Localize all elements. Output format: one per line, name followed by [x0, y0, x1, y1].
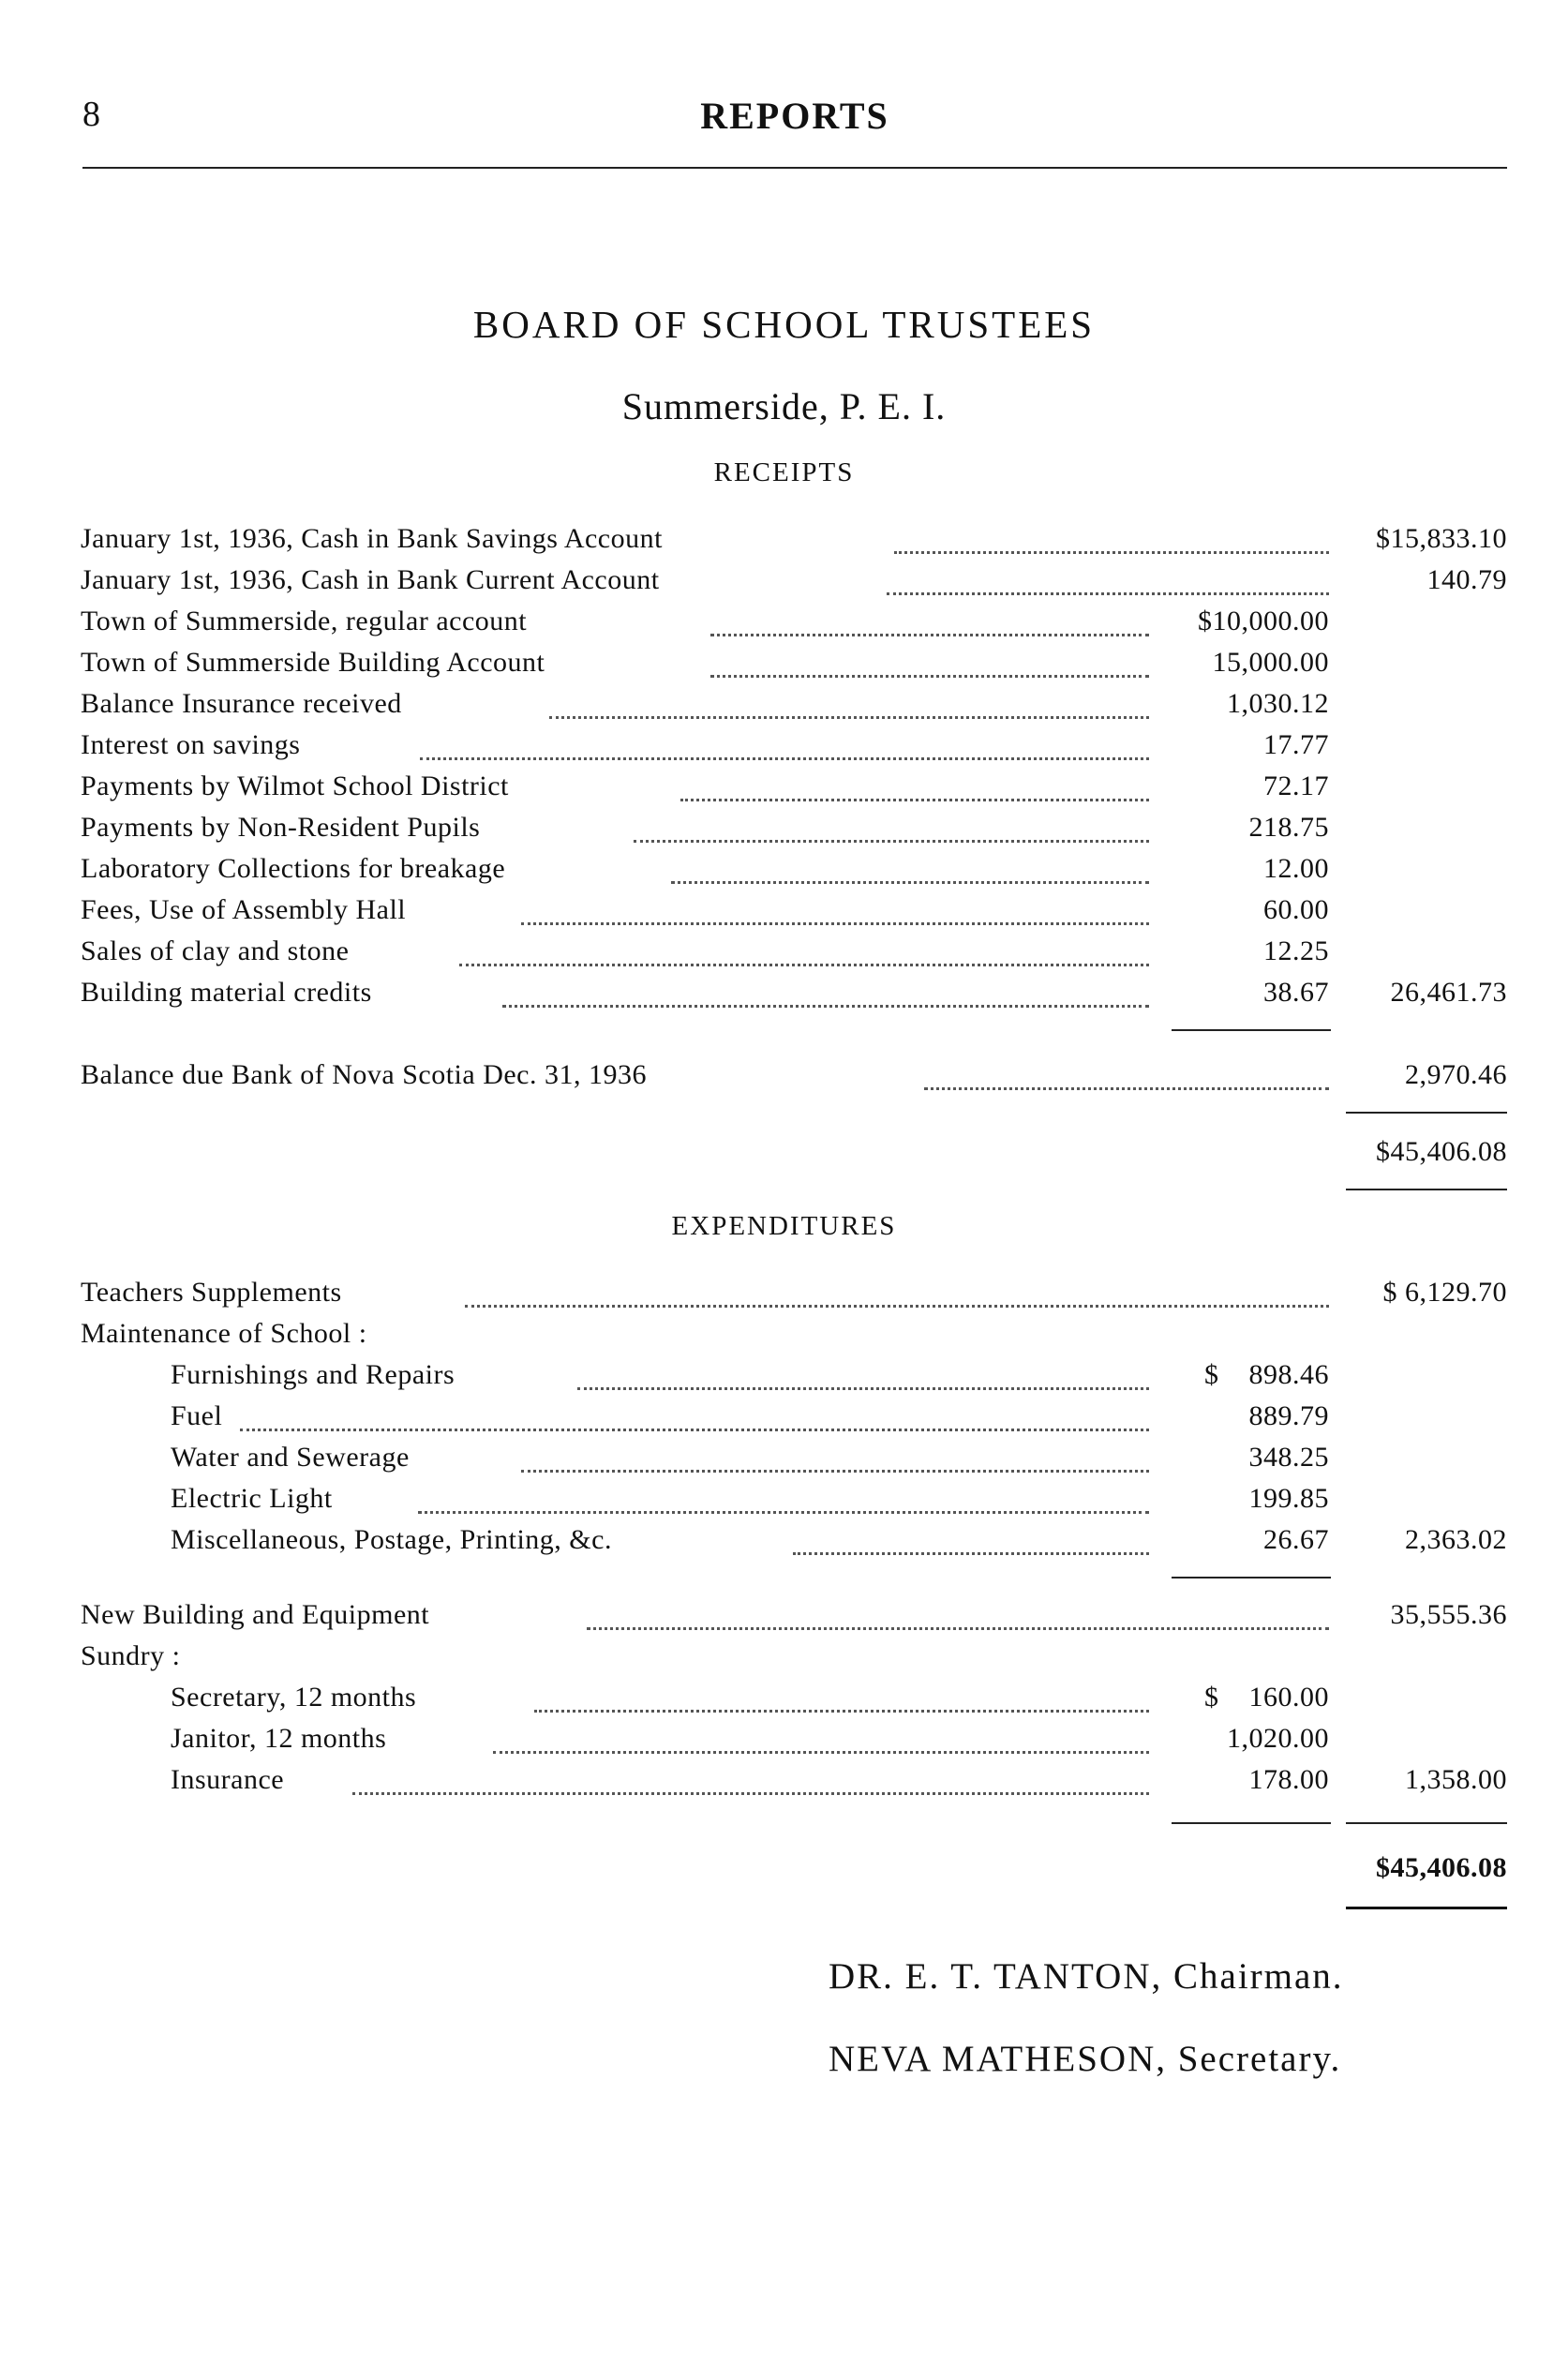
expenditure-row: [81, 1599, 1507, 1640]
row-amount: 178.00: [1248, 1764, 1329, 1795]
row-label: Interest on savings: [81, 729, 301, 760]
leader-dots: [587, 1627, 1329, 1630]
chairman-signature: DR. E. T. TANTON, Chairman.: [829, 1956, 1344, 1997]
row-amount: 17.77: [1263, 729, 1329, 760]
receipt-row: [81, 647, 1507, 688]
expenditure-subrow: [81, 1682, 1507, 1723]
leader-dots: [577, 1387, 1149, 1390]
subtotal-rule: [1172, 1029, 1331, 1031]
board-title: BOARD OF SCHOOL TRUSTEES: [472, 303, 1096, 346]
expenditure-subrow: [81, 1359, 1507, 1400]
row-amount: 218.75: [1248, 812, 1329, 843]
row-label: Payments by Non-Resident Pupils: [81, 812, 481, 843]
subtotal-rule: [1172, 1577, 1331, 1579]
subtotal-rule: [1172, 1822, 1331, 1824]
row-total: $ 6,129.70: [1382, 1277, 1507, 1308]
leader-dots: [710, 675, 1149, 678]
row-label: Building material credits: [81, 977, 372, 1008]
leader-dots: [240, 1429, 1149, 1431]
leader-dots: [924, 1087, 1329, 1090]
expenditure-group-label: [81, 1318, 1507, 1359]
grand-total: $45,406.08: [1376, 1136, 1507, 1167]
running-title: REPORTS: [700, 95, 889, 137]
row-label: January 1st, 1936, Cash in Bank Savings Account: [81, 523, 663, 554]
row-label: Town of Summerside, regular account: [81, 606, 528, 636]
row-label: Laboratory Collections for breakage: [81, 853, 506, 884]
row-total: 140.79: [1426, 564, 1507, 595]
running-header: [82, 94, 1507, 150]
row-amount: 1,030.12: [1227, 688, 1329, 719]
leader-dots: [418, 1511, 1149, 1514]
row-label: Sales of clay and stone: [81, 935, 350, 966]
row-label: Insurance: [171, 1764, 285, 1795]
leader-dots: [465, 1305, 1329, 1308]
row-label: Water and Sewerage: [171, 1442, 410, 1473]
leader-dots: [710, 634, 1149, 636]
total-rule: [1346, 1112, 1507, 1114]
leader-dots: [793, 1552, 1149, 1555]
leader-dots: [521, 922, 1149, 925]
row-total: 35,555.36: [1390, 1599, 1507, 1630]
receipts-heading: RECEIPTS: [713, 457, 855, 487]
page-number: 8: [82, 95, 100, 134]
row-label: January 1st, 1936, Cash in Bank Current Account: [81, 564, 660, 595]
row-label: Payments by Wilmot School District: [81, 771, 509, 801]
expenditure-subrow: [81, 1400, 1507, 1442]
expenditure-subrow: [81, 1723, 1507, 1764]
receipts-grand-total: [81, 1136, 1507, 1177]
row-label: Miscellaneous, Postage, Printing, &c.: [171, 1524, 612, 1555]
row-label: Balance due Bank of Nova Scotia Dec. 31, 1936: [81, 1059, 647, 1090]
row-amount: 60.00: [1263, 894, 1329, 925]
receipt-row: [81, 606, 1507, 647]
row-amount: 348.25: [1248, 1442, 1329, 1473]
leader-dots: [680, 799, 1149, 801]
header-rule: [82, 167, 1507, 169]
leader-dots: [634, 840, 1149, 843]
receipt-row: [81, 812, 1507, 853]
row-total: 2,363.02: [1405, 1524, 1507, 1555]
leader-dots: [459, 964, 1149, 966]
receipt-opening-row: [81, 564, 1507, 606]
expenditure-group-label: [81, 1640, 1507, 1682]
leader-dots: [887, 592, 1329, 595]
leader-dots: [502, 1005, 1149, 1008]
row-amount: 26.67: [1263, 1524, 1329, 1555]
leader-dots: [352, 1792, 1149, 1795]
leader-dots: [420, 757, 1149, 760]
group-label: Sundry :: [81, 1640, 181, 1671]
expenditure-subrow: [81, 1483, 1507, 1524]
row-amount: 12.00: [1263, 853, 1329, 884]
receipt-row: [81, 771, 1507, 812]
balance-due-row: [81, 1059, 1507, 1100]
row-label: Balance Insurance received: [81, 688, 402, 719]
location-line: Summerside, P. E. I.: [621, 385, 947, 427]
expenditure-subrow: [81, 1442, 1507, 1483]
total-double-rule: [1346, 1189, 1507, 1190]
receipt-row: [81, 729, 1507, 771]
receipt-row: [81, 688, 1507, 729]
row-amount: $ 160.00: [1204, 1682, 1329, 1713]
leader-dots: [521, 1470, 1149, 1473]
expenditures-grand-total: [81, 1852, 1507, 1893]
expenditure-subrow: [81, 1764, 1507, 1805]
row-total: 2,970.46: [1405, 1059, 1507, 1090]
row-amount: 15,000.00: [1212, 647, 1329, 678]
receipt-row: [81, 894, 1507, 935]
expenditure-subrow: [81, 1524, 1507, 1565]
row-total: $15,833.10: [1376, 523, 1507, 554]
receipt-row: [81, 935, 1507, 977]
row-amount: $10,000.00: [1198, 606, 1329, 636]
leader-dots: [671, 881, 1149, 884]
grand-total: $45,406.08: [1376, 1852, 1507, 1883]
row-label: Town of Summerside Building Account: [81, 647, 545, 678]
row-total: 26,461.73: [1390, 977, 1507, 1008]
leader-dots: [534, 1710, 1149, 1713]
row-label: Teachers Supplements: [81, 1277, 342, 1308]
receipt-row: [81, 977, 1507, 1018]
expenditures-heading: EXPENDITURES: [671, 1211, 897, 1241]
row-amount: $ 898.46: [1204, 1359, 1329, 1390]
row-amount: 199.85: [1248, 1483, 1329, 1514]
row-amount: 12.25: [1263, 935, 1329, 966]
group-label: Maintenance of School :: [81, 1318, 367, 1349]
row-total: 1,358.00: [1405, 1764, 1507, 1795]
row-label: Electric Light: [171, 1483, 333, 1514]
expenditure-row: [81, 1277, 1507, 1318]
secretary-signature: NEVA MATHESON, Secretary.: [829, 2039, 1342, 2079]
row-amount: 1,020.00: [1227, 1723, 1329, 1754]
row-label: Secretary, 12 months: [171, 1682, 417, 1713]
row-amount: 889.79: [1248, 1400, 1329, 1431]
row-label: Fuel: [171, 1400, 223, 1431]
total-double-rule: [1346, 1907, 1507, 1909]
row-amount: 72.17: [1263, 771, 1329, 801]
row-label: Fees, Use of Assembly Hall: [81, 894, 407, 925]
leader-dots: [493, 1751, 1149, 1754]
leader-dots: [549, 716, 1149, 719]
leader-dots: [894, 551, 1329, 554]
total-rule: [1346, 1822, 1507, 1824]
row-label: New Building and Equipment: [81, 1599, 430, 1630]
receipt-row: [81, 853, 1507, 894]
receipt-opening-row: [81, 523, 1507, 564]
row-label: Furnishings and Repairs: [171, 1359, 455, 1390]
row-amount: 38.67: [1263, 977, 1329, 1008]
row-label: Janitor, 12 months: [171, 1723, 387, 1754]
